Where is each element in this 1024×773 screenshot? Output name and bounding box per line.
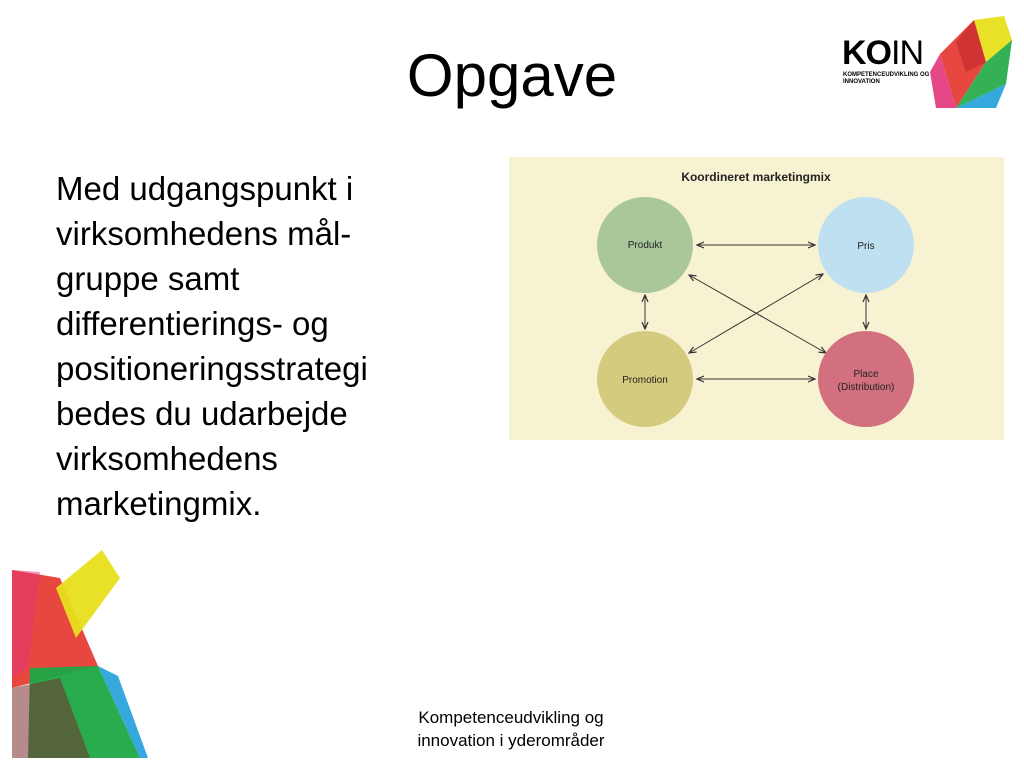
koin-logo xyxy=(836,12,1016,112)
diagram-background xyxy=(509,157,1004,440)
logo-subtitle-line2: INNOVATION xyxy=(843,79,880,85)
body-paragraph: Med udgangspunkt i virksomhedens mål- gruppe samt differentierings- og positioneringsstrategi bedes du udarbejde virksomhedens marketingmix. xyxy=(56,170,368,522)
decorative-corner-shapes xyxy=(0,548,160,768)
logo-wordmark xyxy=(842,36,923,70)
logo-word-bold: KO xyxy=(842,34,891,72)
diagram-svg xyxy=(509,157,1004,440)
logo-subtitle-line1: KOMPETENCEUDVIKLING OG xyxy=(843,72,930,78)
body-text xyxy=(56,166,456,526)
node-place-sublabel: (Distribution) xyxy=(837,382,895,393)
node-place-label: Place xyxy=(853,369,879,380)
node-pris-label: Pris xyxy=(857,241,875,252)
node-produkt-label: Produkt xyxy=(627,240,663,251)
logo-subtitle xyxy=(843,72,943,86)
marketingmix-diagram xyxy=(509,157,1004,440)
diagram-title: Koordineret marketingmix xyxy=(681,170,831,184)
corner-shapes-svg xyxy=(0,548,160,768)
logo-word-regular: IN xyxy=(891,34,923,72)
slide-title: Opgave xyxy=(406,42,618,109)
node-promotion-label: Promotion xyxy=(622,375,668,386)
slide-footer: Kompetenceudvikling og innovation i yderområder xyxy=(417,708,605,750)
